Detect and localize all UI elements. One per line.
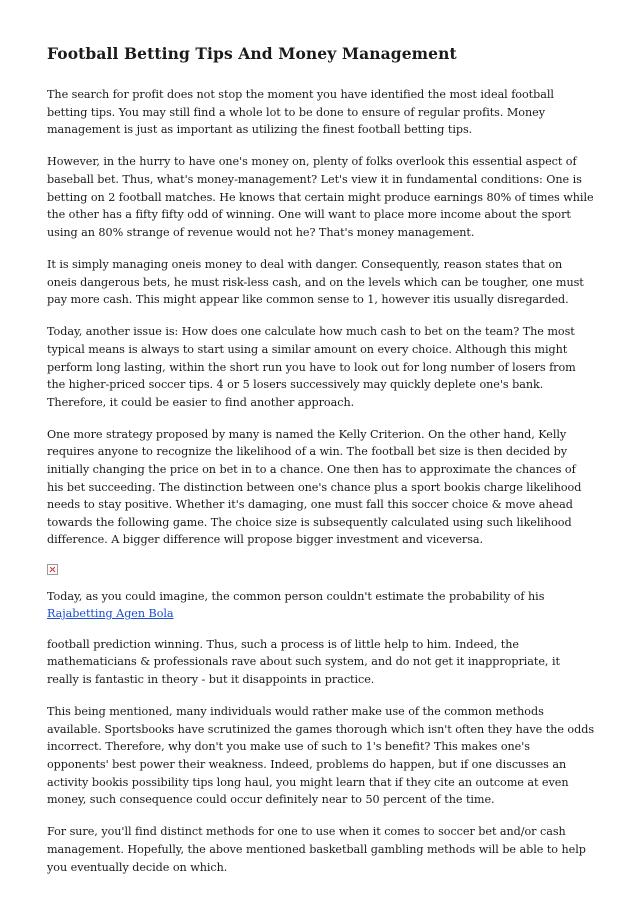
link-paragraph-text: Today, as you could imagine, the common person couldn't estimate the probability of his [47, 589, 545, 603]
broken-image-icon [47, 564, 58, 575]
rajabetting-link[interactable]: Rajabetting Agen Bola [47, 607, 174, 621]
paragraph: The search for profit does not stop the moment you have identified the most ideal football betting tips. You may still find a whole lot to be done to ensure of regular profits. Money management is just as important as utilizing the finest football betting tips. [47, 88, 554, 137]
document-page [47, 44, 595, 891]
paragraph: This being mentioned, many individuals would rather make use of the common methods available. Sportsbooks have scrutinized the games thorough which isn't often they have the odds incorrect. Therefore, why don't you make use of such to 1's benefit? This makes one's opponents' best power their weakness. Indeed, problems do happen, but if one discusses an activity bookis possibility tips long haul, you might learn that if they cite an outcome at even money, such consequence could occur definitely near to 50 percent of the time. [47, 705, 595, 807]
paragraph: It is simply managing oneis money to deal with danger. Consequently, reason states that on oneis dangerous bets, he must risk-less cash, and on the levels which can be tougher, one must pay more cash. This might appear like common sense to 1, however itis usually disregarded. [47, 257, 584, 307]
paragraph: For sure, you'll find distinct methods for one to use when it comes to soccer bet and/or cash management. Hopefully, the above mentioned basketball gambling methods will be able to help you eventually decide on which. [47, 825, 586, 874]
document-title: Football Betting Tips And Money Management [47, 44, 457, 63]
paragraph: Today, another issue is: How does one calculate how much cash to bet on the team? The most typical means is always to start using a similar amount on every choice. Although this might perform long lasting, within the short run you have to look out for long number of losers from the higher-priced soccer tips. 4 or 5 losers successively may quickly deplete one's bank. Therefore, it could be easier to find another approach. [47, 325, 576, 409]
paragraph: However, in the hurry to have one's money on, plenty of folks overlook this essential aspect of baseball bet. Thus, what's money-management? Let's view it in fundamental conditions: One is betting on 2 football matches. He knows that certain might produce earnings 80% of times while the other has a fifty fifty odd of winning. One will want to place more income about the sport using an 80% strange of revenue would not he? That's money management. [47, 155, 594, 239]
paragraph: One more strategy proposed by many is named the Kelly Criterion. On the other hand, Kelly requires anyone to recognize the likelihood of a win. The football bet size is then decided by initially changing the price on bet in to a chance. One then has to approximate the chances of his bet succeeding. The distinction between one's chance plus a sport bookis charge likelihood needs to stay positive. Whether it's damaging, one must fall this soccer choice & move ahead towards the following game. The choice size is subsequently calculated using such likelihood difference. A bigger difference will propose bigger investment and viceversa. [47, 427, 582, 547]
paragraph: football prediction winning. Thus, such a process is of little help to him. Indeed, the mathematicians & professionals rave about such system, and do not get it inappropriate, it really is fantastic in theory - but it disappoints in practice. [47, 637, 560, 686]
link-paragraph [47, 588, 595, 623]
